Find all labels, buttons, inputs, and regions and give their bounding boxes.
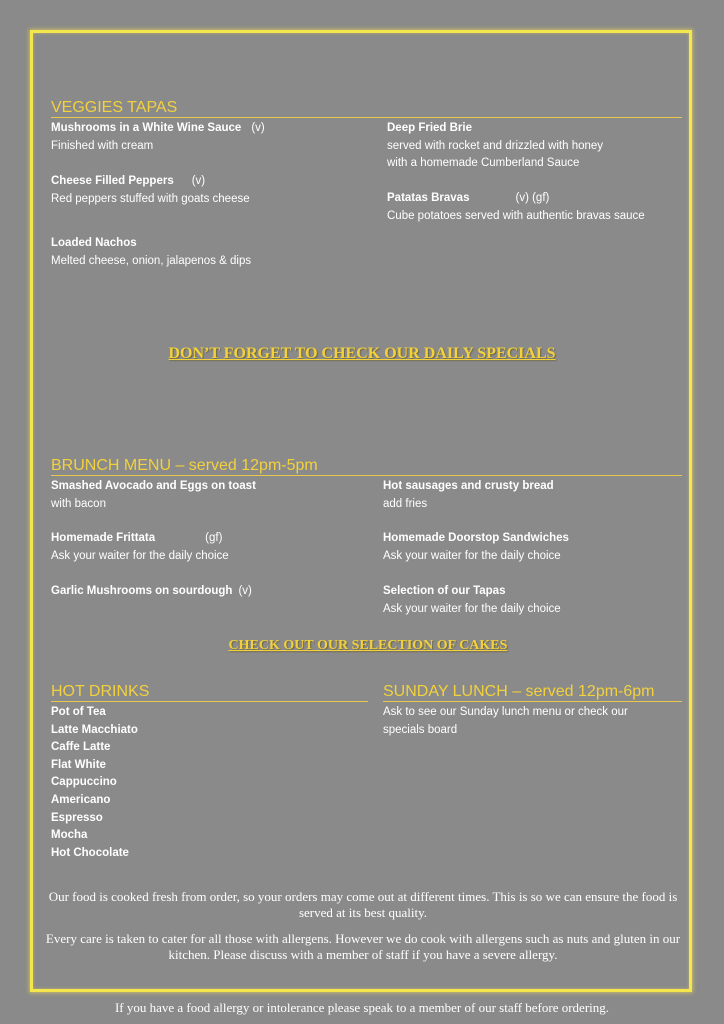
list-item: Latte Macchiato — [51, 723, 138, 736]
item-description: Red peppers stuffed with goats cheese — [51, 192, 250, 205]
hot-drinks-list — [51, 704, 138, 862]
item-name: Patatas Bravas — [387, 192, 470, 204]
fresh-food-note: Our food is cooked fresh from order, so your orders may come out at different times. This is so we can ensure the food is served at its best quality. — [48, 889, 678, 920]
list-item: Hot Chocolate — [51, 846, 129, 859]
list-item: Flat White — [51, 758, 106, 771]
hot-drinks-heading: HOT DRINKS — [51, 682, 368, 702]
item-name: Smashed Avocado and Eggs on toast — [51, 480, 256, 492]
item-diet-tag: (v) — [191, 175, 206, 187]
sunday-lunch-heading: SUNDAY LUNCH – served 12pm-6pm — [383, 682, 682, 702]
item-description: Finished with cream — [51, 139, 154, 152]
menu-item-cheese-peppers — [51, 173, 250, 208]
item-name: Loaded Nachos — [51, 237, 137, 249]
item-description: specials board — [383, 723, 458, 736]
item-description: with bacon — [51, 497, 106, 510]
list-item: Mocha — [51, 829, 88, 842]
list-item: Cappuccino — [51, 776, 117, 789]
brunch-menu-heading: BRUNCH MENU – served 12pm-5pm — [51, 456, 682, 476]
item-description: served with rocket and drizzled with honey — [387, 139, 604, 152]
item-diet-tag: (v) — [251, 122, 265, 134]
item-diet-tag: (v) (gf) — [515, 192, 550, 204]
menu-item-loaded-nachos — [51, 235, 251, 270]
allergen-note: Every care is taken to cater for all those with allergens. However we do cook with allergens such as nuts and gluten in our kitchen. Please discuss with a member of staff if you have a severe allergy. — [45, 931, 681, 962]
item-description: Ask your waiter for the daily choice — [383, 549, 561, 562]
menu-item-garlic-mushrooms — [51, 583, 252, 601]
sunday-lunch-description — [383, 704, 628, 739]
menu-item-hot-sausages — [383, 478, 554, 513]
item-name: Mushrooms in a White Wine Sauce — [51, 122, 242, 134]
item-name: Deep Fried Brie — [387, 122, 472, 134]
item-name: Hot sausages and crusty bread — [383, 480, 554, 492]
item-description: Cube potatoes served with authentic bravas sauce — [387, 209, 645, 222]
footer-allergy-note: If you have a food allergy or intolerance please speak to a member of our staff before ordering. — [114, 1000, 610, 1015]
item-description: Ask your waiter for the daily choice — [383, 602, 561, 615]
item-description: add fries — [383, 497, 428, 510]
item-name: Homemade Doorstop Sandwiches — [383, 532, 569, 544]
list-item: Espresso — [51, 811, 103, 824]
item-description: with a homemade Cumberland Sauce — [387, 157, 580, 170]
item-name: Homemade Frittata — [51, 532, 156, 544]
menu-item-mushrooms — [51, 120, 265, 155]
cakes-banner: CHECK OUT OUR SELECTION OF CAKES — [228, 638, 508, 653]
menu-item-patatas-bravas — [387, 190, 645, 225]
veggies-tapas-heading: VEGGIES TAPAS — [51, 98, 682, 118]
menu-item-tapas-selection — [383, 583, 561, 618]
item-description: Melted cheese, onion, jalapenos & dips — [51, 254, 252, 267]
menu-item-frittata — [51, 530, 229, 565]
item-name: Garlic Mushrooms on sourdough — [51, 585, 233, 597]
item-name: Cheese Filled Peppers — [51, 175, 174, 187]
list-item: Caffe Latte — [51, 741, 111, 754]
item-description: Ask your waiter for the daily choice — [51, 549, 229, 562]
daily-specials-banner: DON’T FORGET TO CHECK OUR DAILY SPECIALS — [168, 345, 556, 362]
list-item: Pot of Tea — [51, 706, 106, 718]
item-diet-tag: (v) — [238, 585, 252, 597]
item-diet-tag: (gf) — [205, 532, 223, 544]
menu-item-deep-fried-brie — [387, 120, 603, 173]
item-name: Selection of our Tapas — [383, 585, 506, 597]
item-description: Ask to see our Sunday lunch menu or check our — [383, 706, 628, 718]
menu-item-doorstop-sandwiches — [383, 530, 569, 565]
menu-item-smashed-avocado — [51, 478, 256, 513]
list-item: Americano — [51, 793, 111, 806]
